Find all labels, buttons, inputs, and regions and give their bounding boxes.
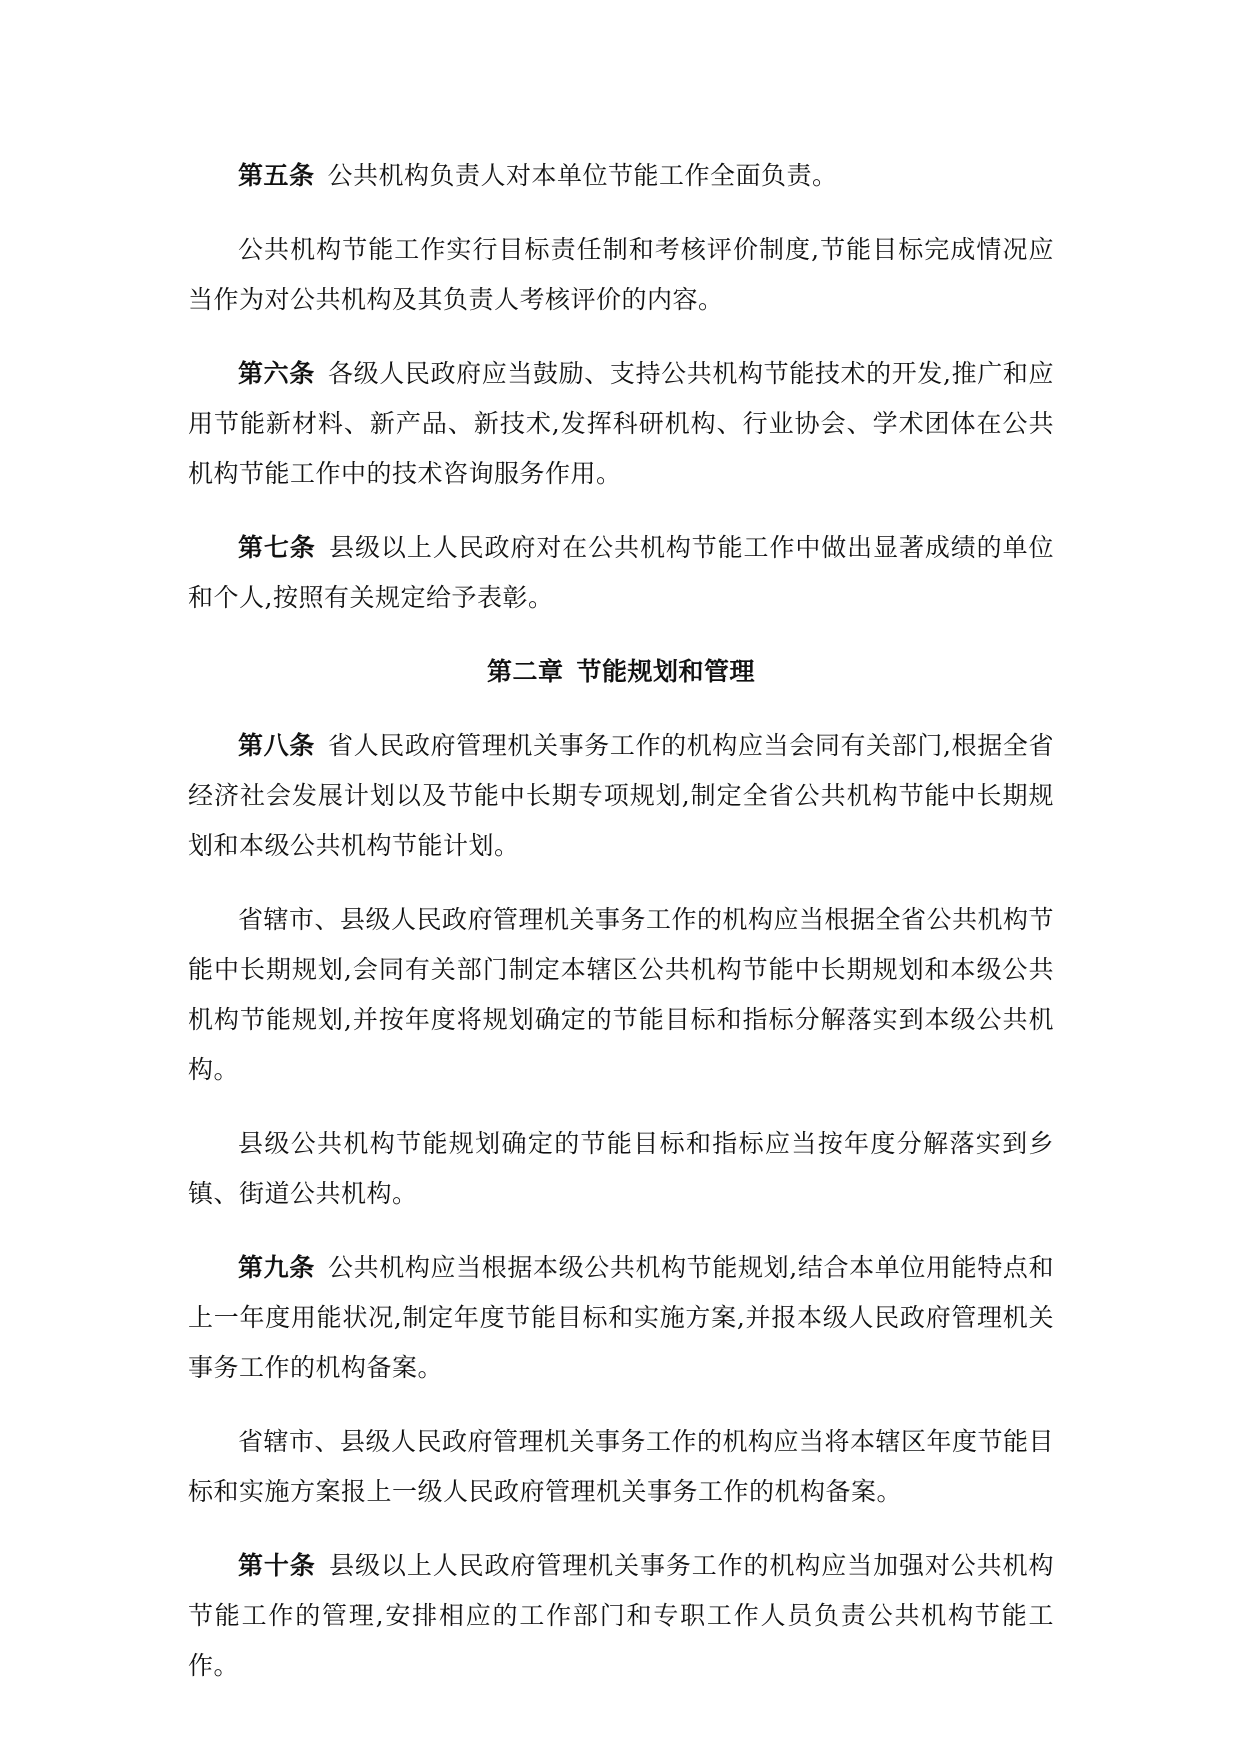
article-label: 第七条: [238, 533, 316, 562]
article-label: 第九条: [238, 1253, 315, 1282]
article-label: 第十条: [238, 1551, 316, 1580]
chapter-label: 第二章: [486, 657, 564, 686]
article-text: 各级人民政府应当鼓励、支持公共机构节能技术的开发,推广和应用节能新材料、新产品、新技术,发挥科研机构、行业协会、学术团体在公共机构节能工作中的技术咨询服务作用。: [188, 359, 1054, 488]
article-text: 公共机构负责人对本单位节能工作全面负责。: [327, 161, 838, 190]
article-6: [188, 349, 1054, 499]
paragraph: 县级公共机构节能规划确定的节能目标和指标应当按年度分解落实到乡镇、街道公共机构。: [188, 1129, 1054, 1208]
document-body: [188, 151, 1054, 1715]
paragraph: 省辖市、县级人民政府管理机关事务工作的机构应当根据全省公共机构节能中长期规划,会同有关部门制定本辖区公共机构节能中长期规划和本级公共机构节能规划,并按年度将规划确定的节能目标和指标分解落实到本级公共机构。: [188, 905, 1055, 1084]
article-label: 第六条: [238, 359, 315, 388]
paragraph: 省辖市、县级人民政府管理机关事务工作的机构应当将本辖区年度节能目标和实施方案报上一级人民政府管理机关事务工作的机构备案。: [188, 1427, 1055, 1506]
article-8: [188, 721, 1054, 871]
article-label: 第五条: [238, 161, 315, 190]
article-5: [188, 151, 1054, 201]
article-text: 公共机构应当根据本级公共机构节能规划,结合本单位用能特点和上一年度用能状况,制定年度节能目标和实施方案,并报本级人民政府管理机关事务工作的机构备案。: [188, 1253, 1054, 1382]
article-label: 第八条: [238, 731, 315, 760]
article-10: [188, 1541, 1054, 1691]
article-text: 省人民政府管理机关事务工作的机构应当会同有关部门,根据全省经济社会发展计划以及节能中长期专项规划,制定全省公共机构节能中长期规划和本级公共机构节能计划。: [188, 731, 1054, 860]
paragraph: 公共机构节能工作实行目标责任制和考核评价制度,节能目标完成情况应当作为对公共机构及其负责人考核评价的内容。: [188, 235, 1054, 314]
chapter-title: 节能规划和管理: [576, 657, 756, 686]
article-7: [188, 523, 1054, 623]
article-text: 县级以上人民政府对在公共机构节能工作中做出显著成绩的单位和个人,按照有关规定给予表彰。: [188, 533, 1054, 612]
chapter-heading: [188, 647, 1054, 697]
article-text: 县级以上人民政府管理机关事务工作的机构应当加强对公共机构节能工作的管理,安排相应的工作部门和专职工作人员负责公共机构节能工作。: [188, 1551, 1054, 1680]
article-9: [188, 1243, 1054, 1393]
